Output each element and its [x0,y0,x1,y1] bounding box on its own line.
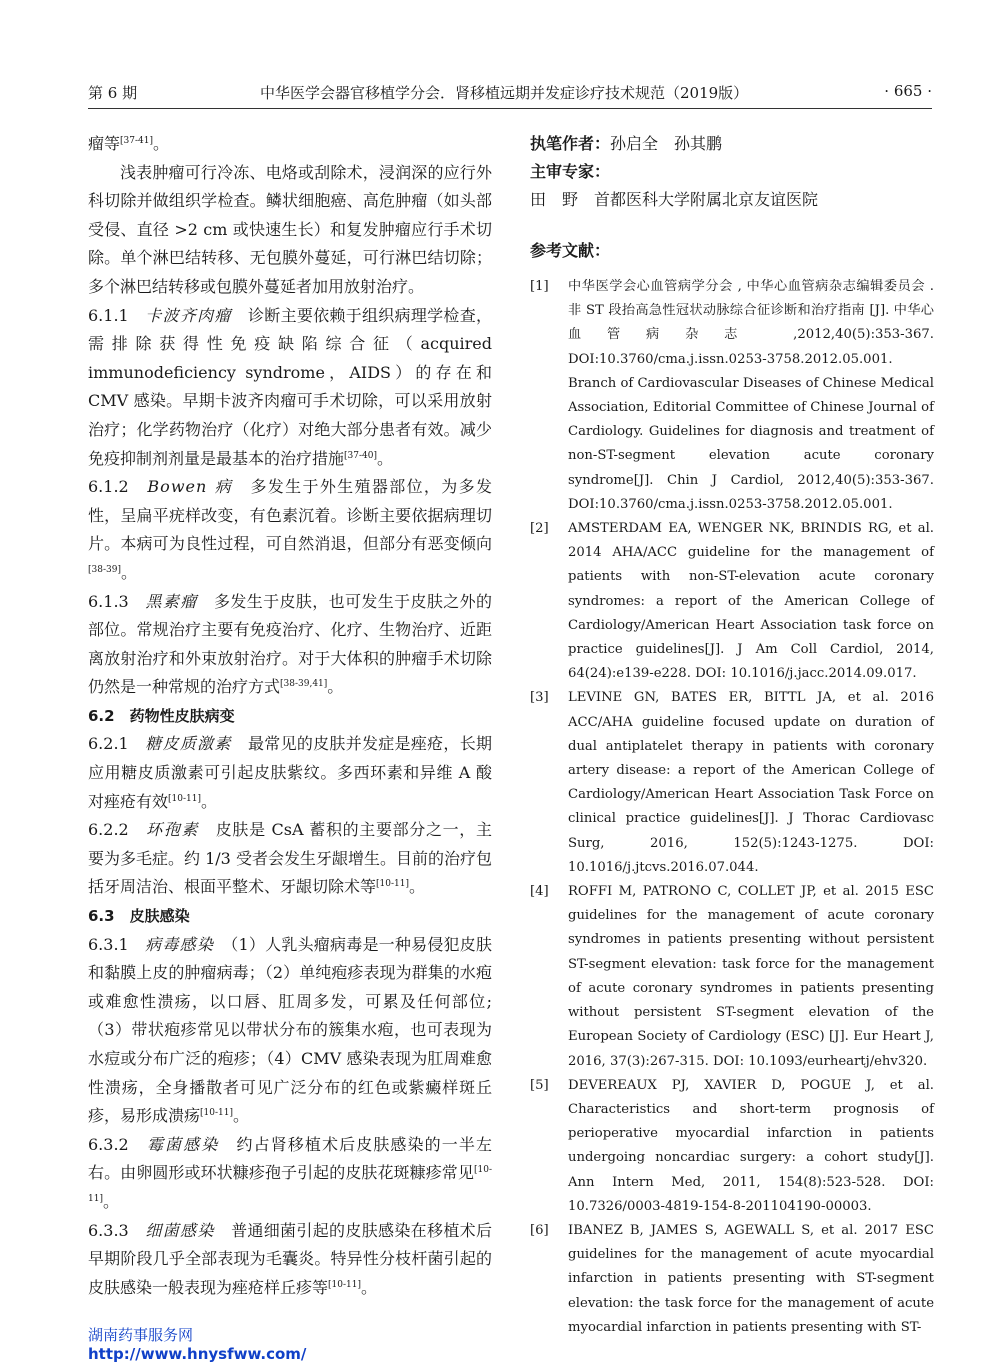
citation: [37-40] [344,450,377,461]
citation: [10-11] [328,1279,361,1290]
section-title: 病毒感染 [145,934,215,954]
watermark [88,1326,306,1364]
reference-item: [6] IBANEZ B, JAMES S, AGEWALL S, et al. 2017 ESC guidelines for the management of acute myocardial infarction in patients presenting with ST-segment elevation: the task force for the management of acute myocardial infarction in patients presenting with ST- [530,1222,934,1335]
section-title: 霉菌感染 [146,1134,220,1154]
citation: [37-41] [120,136,153,146]
section-6-1-3: 6.1.3 黑素瘤 多发生于皮肤，也可发生于皮肤之外的部位。常规治疗主要有免疫治疗、化疗、生物治疗、近距离放射治疗和外束放射治疗。对于大体积的肿瘤手术切除仍然是一种常规的治疗方式[38-39,41]。 [88,591,492,697]
section-title: 卡波齐肉瘤 [145,305,232,325]
reference-item: [1] 中华医学会心血管病学分会 , 中华心血管病杂志编辑委员会 . 非 ST 段抬高急性冠状动脉综合征诊断和治疗指南 [J]. 中华心血管病杂志 ,2012,40(5):353-367. DOI:10.3760/cma.j.issn.0253-3758.2012.05.001. Branch of Cardiovascular Diseases of Chinese Medical Association, Editorial Committee of Chinese Journal of Cardiology. Guidelines for diagnosis and treatment of non-ST-segment elevation acute coronary syndrome[J]. Chin J Cardiol, 2012,40(5):353-367. DOI:10.3760/cma.j.issn.0253-3758.2012.05.001. [530,279,934,512]
section-6-3-1: 6.3.1 病毒感染 （1）人乳头瘤病毒是一种易侵犯皮肤和黏膜上皮的肿瘤病毒；（2）单纯疱疹表现为群集的水疱或难愈性溃疡，以口唇、肛周多发，可累及任何部位;（3）带状疱疹常见以带状分布的簇集水疱，也可表现为水痘或分布广泛的疱疹；（4）CMV 感染表现为肛周难愈性溃疡，全身播散者可见广泛分布的红色或紫癜样斑丘疹，易形成溃疡[10-11]。 [88,934,492,1126]
running-header [88,78,932,106]
section-6-2-1: 6.2.1 糖皮质激素 最常见的皮肤并发症是痤疮，长期应用糖皮质激素可引起皮肤紫纹。多西环素和异维 A 酸对痤疮有效[10-11]。 [88,734,492,811]
section-title: Bowen 病 [147,477,234,497]
citation: [10-11] [200,1108,233,1119]
heading-6-2: 6.2 药物性皮肤病变 [88,706,235,725]
right-column [530,130,934,1340]
header-rule [88,108,932,109]
citation: [38-39,41] [280,679,328,690]
references-title: 参考文献： [530,241,611,260]
writers: 执笔作者：孙启全 孙其鹏 [530,134,723,153]
section-6-1-1: 6.1.1 卡波齐肉瘤 诊断主要依赖于组织病理学检查，需排除获得性免疫缺陷综合征（acquired immunodeficiency syndrome，AIDS）的存在和 CMV 感染。早期卡波齐肉瘤可手术切除，可以采用放射治疗；化学药物治疗（化疗）对绝大部分患者有效。减少免疫抑制剂剂量是最基本的治疗措施[37-40]。 [88,305,492,468]
paragraph-continuation: 瘤等[37-41]。 [88,134,169,153]
reference-item: [5] DEVEREAUX PJ, XAVIER D, POGUE J, et al. Characteristics and short-term prognosis of perioperative myocardial infarction in patients undergoing noncardiac surgery: a cohort study[J]. Ann Intern Med, 2011, 154(8):523-528. DOI: 10.7326/0003-4819-154-8-201104190-00003. [530,1077,934,1214]
left-column [88,130,492,1302]
section-title: 黑素瘤 [145,591,198,611]
reviewer-names: 田 野 首都医科大学附属北京友谊医院 [530,190,819,209]
watermark-url[interactable]: http://www.hnysfww.com/ [88,1345,307,1363]
citation: [10-11] [376,879,409,890]
heading-6-3: 6.3 皮肤感染 [88,907,190,926]
section-6-3-2: 6.3.2 霉菌感染 约占肾移植术后皮肤感染的一半左右。由卵圆形或环状糠疹孢子引起的皮肤花斑糠疹常见[10-11]。 [88,1134,492,1211]
section-title: 细菌感染 [145,1220,215,1240]
reference-item: [3] LEVINE GN, BATES ER, BITTL JA, et al. 2016 ACC/AHA guideline focused update on duration of dual antiplatelet therapy in patients with coronary artery disease: a report of the American College of Cardiology/American Heart Association Task Force on clinical practice guidelines[J]. J Thorac Cardiovasc Surg, 2016, 152(5):1243-1275. DOI: 10.1016/j.jtcvs.2016.07.044. [530,690,934,875]
section-6-1-2: 6.1.2 Bowen 病 多发生于外生殖器部位，为多发性，呈扁平疣样改变，有色素沉着。诊断主要依据病理切片。本病可为良性过程，可自然消退，但部分有恶变倾向[38-39]。 [88,477,492,582]
citation: [38-39] [88,564,121,575]
section-title: 糖皮质激素 [145,734,232,754]
reference-item: [4] ROFFI M, PATRONO C, COLLET JP, et al. 2015 ESC guidelines for the management of acute coronary syndromes in patients presenting without persistent ST-segment elevation: task force for the management of acute coronary syndromes in patients presenting without persistent ST-segment elevation of the European Society of Cardiology (ESC) [J]. Eur Heart J, 2016, 37(3):267-315. DOI: 10.1093/eurheartj/ehv320. [530,884,934,1069]
page-number: · 665 · [884,82,932,100]
section-title: 环孢素 [146,820,200,840]
paragraph-superficial-tumors: 浅表肿瘤可行冷冻、电烙或刮除术，浸润深的应行外科切除并做组织学检查。鳞状细胞癌、高危肿瘤（如头部受侵、直径 >2 cm 或快速生长）和复发肿瘤应行手术切除。单个淋巴结转移、无包膜外蔓延，可行淋巴结切除；多个淋巴结转移或包膜外蔓延者加用放射治疗。 [88,162,492,296]
reviewer-label: 主审专家： [530,162,611,181]
citation: [10-11] [168,793,201,804]
citation: [10-11] [88,1165,492,1204]
issue-label: 第 6 期 [88,84,138,102]
section-6-3-3: 6.3.3 细菌感染 普通细菌引起的皮肤感染在移植术后早期阶段几乎全部表现为毛囊炎。特异性分枝杆菌引起的皮肤感染一般表现为痤疮样丘疹等[10-11]。 [88,1220,492,1297]
watermark-name: 湖南药事服务网 [88,1326,194,1344]
running-title: 中华医学会器官移植学分会．肾移植远期并发症诊疗技术规范（2019版） [260,84,749,102]
reference-item: [2] AMSTERDAM EA, WENGER NK, BRINDIS RG, et al. 2014 AHA/ACC guideline for the management of patients with non-ST-elevation acute coronary syndromes: a report of the American College of Cardiology/American Heart Association task force on practice guidelines[J]. J Am Coll Cardiol, 2014, 64(24):e139-e228. DOI: 10.1016/j.jacc.2014.09.017. [530,521,934,682]
section-6-2-2: 6.2.2 环孢素 皮肤是 CsA 蓄积的主要部分之一，主要为多毛症。约 1/3 受者会发生牙龈增生。目前的治疗包括牙周洁治、根面平整术、牙龈切除术等[10-11]。 [88,820,492,897]
